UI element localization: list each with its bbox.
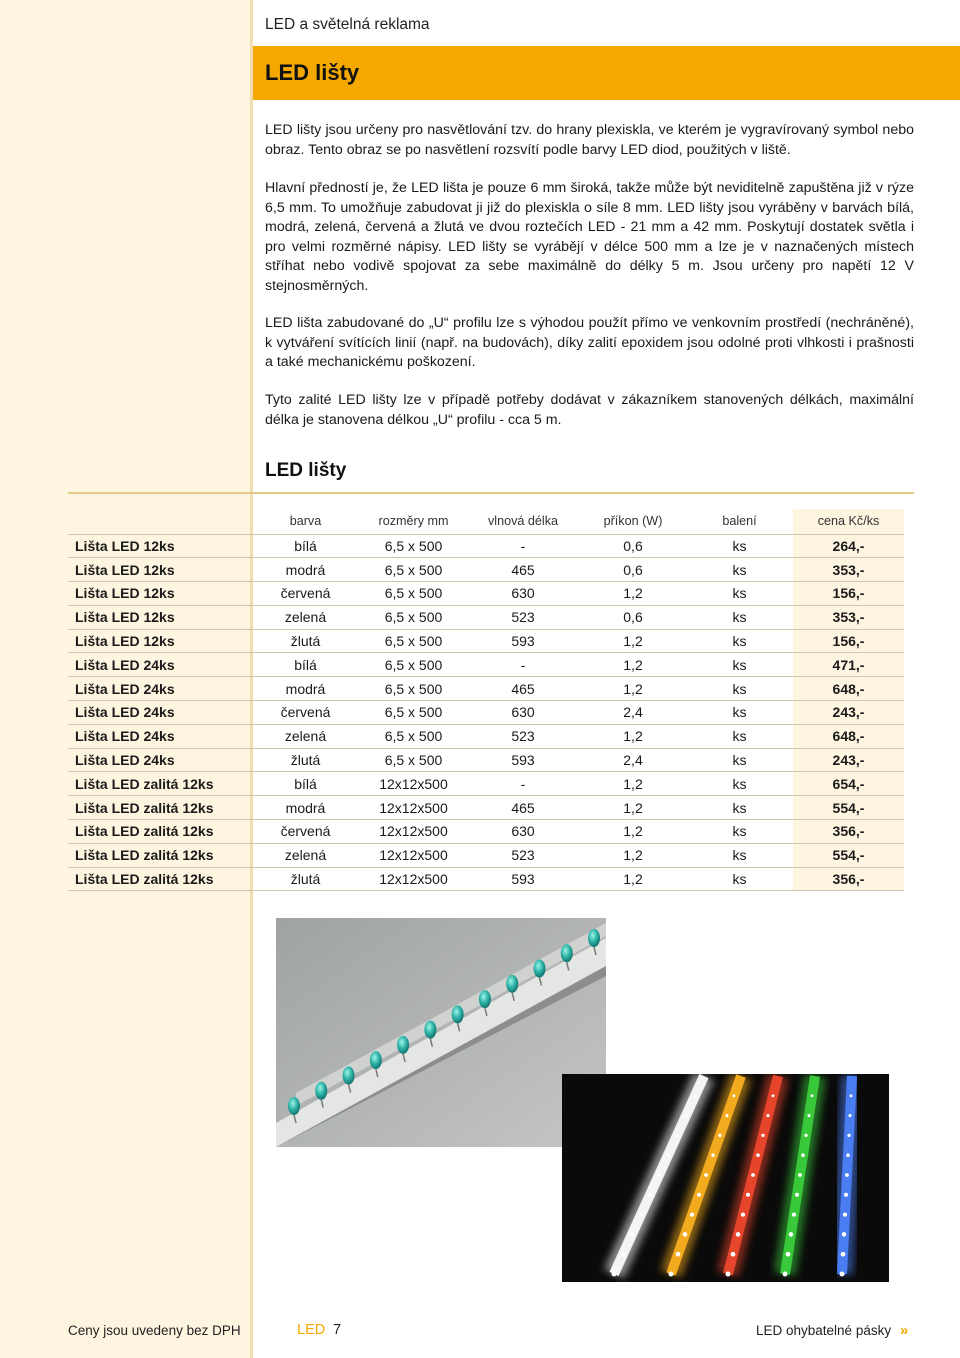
- cell-wavelength: 630: [466, 701, 580, 725]
- page-heading: LED lišty: [265, 60, 360, 85]
- cell-product-name: Lišta LED zalitá 12ks: [68, 867, 250, 891]
- cell-wavelength: 523: [466, 724, 580, 748]
- table-header-row: [68, 509, 904, 534]
- strip-led-dot: [612, 1272, 617, 1277]
- price-table-body: [68, 534, 904, 891]
- led-diode: [506, 975, 518, 993]
- cell-dimensions: 12x12x500: [361, 772, 466, 796]
- cell-dimensions: 6,5 x 500: [361, 629, 466, 653]
- cell-power: 2,4: [580, 748, 686, 772]
- strip-led-dot: [844, 1193, 848, 1197]
- cell-packaging: ks: [686, 724, 793, 748]
- cell-product-name: Lišta LED 24ks: [68, 653, 250, 677]
- cell-dimensions: 12x12x500: [361, 867, 466, 891]
- cell-color: zelená: [250, 843, 361, 867]
- cell-price: 356,-: [793, 820, 904, 844]
- cell-price: 156,-: [793, 629, 904, 653]
- strip-led-dot: [786, 1252, 791, 1257]
- cell-packaging: ks: [686, 820, 793, 844]
- cell-dimensions: 12x12x500: [361, 796, 466, 820]
- strip-led-dot: [841, 1252, 846, 1257]
- cell-color: bílá: [250, 653, 361, 677]
- strip-led-dot: [756, 1153, 760, 1157]
- cell-price: 648,-: [793, 724, 904, 748]
- cell-power: 2,4: [580, 701, 686, 725]
- footer-vat-note: Ceny jsou uvedeny bez DPH: [68, 1323, 241, 1338]
- cell-packaging: ks: [686, 677, 793, 701]
- strip-led-dot: [751, 1173, 755, 1177]
- colored-strips-photo: [562, 1074, 889, 1282]
- cell-dimensions: 6,5 x 500: [361, 724, 466, 748]
- cell-color: bílá: [250, 772, 361, 796]
- cell-wavelength: 593: [466, 629, 580, 653]
- cell-product-name: Lišta LED 24ks: [68, 748, 250, 772]
- cell-power: 1,2: [580, 772, 686, 796]
- page-number: 7: [333, 1322, 342, 1338]
- table-row: [68, 582, 904, 606]
- table-row: [68, 843, 904, 867]
- price-table: [68, 509, 904, 891]
- strip-led-dot: [675, 1134, 678, 1137]
- cell-wavelength: -: [466, 653, 580, 677]
- cell-price: 654,-: [793, 772, 904, 796]
- strip-led-dot: [690, 1212, 694, 1216]
- table-row: [68, 796, 904, 820]
- section-heading: LED lišty: [265, 460, 347, 481]
- cell-price: 353,-: [793, 605, 904, 629]
- strip-led-dot: [850, 1094, 853, 1097]
- strip-led-dot: [731, 1252, 736, 1257]
- cell-product-name: Lišta LED zalitá 12ks: [68, 772, 250, 796]
- next-section-link[interactable]: LED ohybatelné pásky: [756, 1323, 892, 1338]
- cell-dimensions: 6,5 x 500: [361, 748, 466, 772]
- led-diode: [315, 1082, 327, 1100]
- table-row: [68, 701, 904, 725]
- cell-dimensions: 6,5 x 500: [361, 582, 466, 606]
- led-strip-illustration: [276, 918, 606, 1147]
- cell-product-name: Lišta LED 12ks: [68, 605, 250, 629]
- table-row: [68, 748, 904, 772]
- table-row: [68, 772, 904, 796]
- cell-product-name: Lišta LED 24ks: [68, 724, 250, 748]
- cell-product-name: Lišta LED zalitá 12ks: [68, 820, 250, 844]
- strip-led-dot: [684, 1114, 687, 1117]
- cell-wavelength: 465: [466, 558, 580, 582]
- led-diode: [424, 1021, 436, 1039]
- cell-color: zelená: [250, 724, 361, 748]
- strip-led-dot: [798, 1173, 802, 1177]
- led-strip-photo: [276, 918, 606, 1147]
- strip-led-dot: [846, 1153, 850, 1157]
- led-diode: [561, 944, 573, 962]
- strip-led-dot: [761, 1134, 764, 1137]
- strip-led-dot: [811, 1094, 814, 1097]
- cell-power: 1,2: [580, 796, 686, 820]
- column-header-power: příkon (W): [603, 514, 663, 529]
- cell-product-name: Lišta LED 24ks: [68, 701, 250, 725]
- cell-color: červená: [250, 582, 361, 606]
- cell-packaging: ks: [686, 843, 793, 867]
- cell-wavelength: 630: [466, 820, 580, 844]
- cell-packaging: ks: [686, 534, 793, 558]
- cell-product-name: Lišta LED 24ks: [68, 677, 250, 701]
- cell-dimensions: 6,5 x 500: [361, 558, 466, 582]
- strip-led-dot: [621, 1252, 626, 1257]
- cell-price: 243,-: [793, 748, 904, 772]
- cell-packaging: ks: [686, 629, 793, 653]
- table-row: [68, 653, 904, 677]
- led-diode: [288, 1097, 300, 1115]
- heading-bar-gutter: [0, 46, 250, 100]
- led-diode: [588, 929, 600, 947]
- cell-wavelength: 465: [466, 677, 580, 701]
- cell-color: žlutá: [250, 629, 361, 653]
- strip-led-dot: [843, 1212, 847, 1216]
- cell-packaging: ks: [686, 748, 793, 772]
- cell-power: 1,2: [580, 843, 686, 867]
- column-header-wavelength: vlnová délka: [487, 514, 558, 529]
- cell-color: bílá: [250, 534, 361, 558]
- strip-led-dot: [845, 1173, 849, 1177]
- cell-power: 1,2: [580, 653, 686, 677]
- strip-led-dot: [669, 1272, 674, 1277]
- cell-wavelength: 593: [466, 867, 580, 891]
- cell-wavelength: 523: [466, 843, 580, 867]
- strip-led-dot: [666, 1153, 670, 1157]
- strip-led-dot: [746, 1193, 750, 1197]
- cell-power: 0,6: [580, 558, 686, 582]
- led-diode: [533, 960, 545, 978]
- cell-price: 648,-: [793, 677, 904, 701]
- strip-led-dot: [848, 1114, 851, 1117]
- cell-packaging: ks: [686, 796, 793, 820]
- header-title: LED a světelná reklama: [265, 16, 430, 33]
- column-header-packaging: balení: [722, 514, 757, 529]
- cell-wavelength: 593: [466, 748, 580, 772]
- cell-power: 0,6: [580, 534, 686, 558]
- strip-led-dot: [639, 1212, 643, 1216]
- strip-led-dot: [801, 1153, 805, 1157]
- cell-color: červená: [250, 820, 361, 844]
- table-row: [68, 820, 904, 844]
- cell-color: modrá: [250, 558, 361, 582]
- strip-led-dot: [725, 1114, 728, 1117]
- cell-dimensions: 6,5 x 500: [361, 701, 466, 725]
- led-diode: [479, 990, 491, 1008]
- cell-color: červená: [250, 701, 361, 725]
- section-rule: [68, 492, 914, 494]
- strip-led-dot: [766, 1114, 769, 1117]
- cell-packaging: ks: [686, 558, 793, 582]
- cell-power: 1,2: [580, 820, 686, 844]
- cell-dimensions: 12x12x500: [361, 820, 466, 844]
- double-chevron-right-icon[interactable]: »: [900, 1322, 905, 1339]
- strip-led-dot: [630, 1232, 635, 1237]
- led-diode: [343, 1066, 355, 1084]
- cell-wavelength: -: [466, 772, 580, 796]
- cell-dimensions: 6,5 x 500: [361, 653, 466, 677]
- table-row: [68, 534, 904, 558]
- table-row: [68, 558, 904, 582]
- strip-led-dot: [847, 1134, 850, 1137]
- paragraph-advantages: Hlavní předností je, že LED lišta je pouze 6 mm široká, takže může být neviditelně zapuštěna již v rýze 6,5 mm. To umožňuje zabudovat ji již do plexiskla o síle 8 mm. LED lišty jsou vyráběny v barvách bílá, modrá, zelená, červená a žlutá ve dvou roztečích LED - 21 mm a 42 mm. Poskytují dostatek světla i pro velmi rozměrné nápisy. LED lišty se vyrábějí v délce 500 mm a lze je v naznačených místech stříhat nebo vodivě spojovat za sebe maximálně do délky 5 m. Jsou určeny pro napětí 12 V stejnosměrných.: [265, 180, 914, 294]
- strip-led-dot: [842, 1232, 847, 1237]
- cell-packaging: ks: [686, 701, 793, 725]
- cell-product-name: Lišta LED 12ks: [68, 534, 250, 558]
- cell-color: modrá: [250, 796, 361, 820]
- table-row: [68, 724, 904, 748]
- cell-packaging: ks: [686, 653, 793, 677]
- table-row: [68, 867, 904, 891]
- strip-led-dot: [648, 1193, 652, 1197]
- paragraph-custom-length: Tyto zalité LED lišty lze v případě potřeby dodávat v zákazníkem stanovených délkách, maximální délka je stanovena délkou „U“ profilu - cca 5 m.: [265, 392, 914, 428]
- cell-wavelength: 465: [466, 796, 580, 820]
- cell-packaging: ks: [686, 867, 793, 891]
- strip-led-dot: [711, 1153, 715, 1157]
- cell-color: žlutá: [250, 748, 361, 772]
- cell-price: 554,-: [793, 843, 904, 867]
- strip-led-dot: [795, 1193, 799, 1197]
- colored-strips-illustration: [562, 1074, 889, 1282]
- cell-packaging: ks: [686, 582, 793, 606]
- cell-packaging: ks: [686, 605, 793, 629]
- led-diode: [452, 1005, 464, 1023]
- cell-power: 1,2: [580, 724, 686, 748]
- cell-power: 0,6: [580, 605, 686, 629]
- column-header-price: cena Kč/ks: [793, 509, 904, 534]
- cell-power: 1,2: [580, 582, 686, 606]
- column-header-dimensions: rozměry mm: [378, 514, 449, 529]
- strip-led-dot: [733, 1094, 736, 1097]
- paragraph-intro: LED lišty jsou určeny pro nasvětlování tzv. do hrany plexiskla, ve kterém je vygravírovaný symbol nebo obraz. Tento obraz se po nasvětlení rozsvítí podle barvy LED diod, použitých v liště.: [265, 122, 914, 158]
- led-diode: [370, 1051, 382, 1069]
- cell-price: 356,-: [793, 867, 904, 891]
- strip-led-dot: [704, 1173, 708, 1177]
- strip-led-dot: [840, 1272, 845, 1277]
- strip-led-dot: [792, 1212, 796, 1216]
- strip-led-dot: [657, 1173, 661, 1177]
- strip-led-dot: [772, 1094, 775, 1097]
- cell-power: 1,2: [580, 867, 686, 891]
- cell-color: zelená: [250, 605, 361, 629]
- cell-dimensions: 6,5 x 500: [361, 605, 466, 629]
- strip-led-dot: [807, 1114, 810, 1117]
- paragraph-u-profile: LED lišta zabudované do „U“ profilu lze s výhodou použít přímo ve venkovním prostředí (nechráněné), k vytváření svítících linií (např. na budovách), díky zalití epoxidem jsou odolné proti vlhkosti i prašnosti a také mechanickému poškození.: [265, 315, 914, 371]
- cell-price: 554,-: [793, 796, 904, 820]
- strip-led-dot: [741, 1212, 745, 1216]
- table-row: [68, 677, 904, 701]
- cell-price: 264,-: [793, 534, 904, 558]
- cell-product-name: Lišta LED zalitá 12ks: [68, 843, 250, 867]
- cell-product-name: Lišta LED 12ks: [68, 629, 250, 653]
- cell-color: žlutá: [250, 867, 361, 891]
- strip-led-dot: [789, 1232, 794, 1237]
- cell-power: 1,2: [580, 677, 686, 701]
- cell-power: 1,2: [580, 629, 686, 653]
- strip-led-dot: [683, 1232, 688, 1237]
- led-diode: [397, 1036, 409, 1054]
- cell-wavelength: 523: [466, 605, 580, 629]
- cell-price: 471,-: [793, 653, 904, 677]
- strip-led-dot: [718, 1134, 721, 1137]
- strip-led-dot: [697, 1193, 701, 1197]
- cell-price: 353,-: [793, 558, 904, 582]
- cell-wavelength: 630: [466, 582, 580, 606]
- strip-led-dot: [736, 1232, 741, 1237]
- cell-dimensions: 12x12x500: [361, 843, 466, 867]
- cell-dimensions: 6,5 x 500: [361, 677, 466, 701]
- cell-price: 156,-: [793, 582, 904, 606]
- strip-led-dot: [676, 1252, 681, 1257]
- column-header-name: [68, 509, 250, 534]
- cell-dimensions: 6,5 x 500: [361, 534, 466, 558]
- cell-product-name: Lišta LED 12ks: [68, 582, 250, 606]
- column-header-color: barva: [289, 514, 322, 529]
- strip-led-dot: [804, 1134, 807, 1137]
- table-row: [68, 629, 904, 653]
- strip-led-dot: [783, 1272, 788, 1277]
- strip-led-dot: [726, 1272, 731, 1277]
- footer-led-label: LED: [297, 1322, 326, 1338]
- table-row: [68, 605, 904, 629]
- cell-packaging: ks: [686, 772, 793, 796]
- cell-product-name: Lišta LED 12ks: [68, 558, 250, 582]
- cell-wavelength: -: [466, 534, 580, 558]
- cell-product-name: Lišta LED zalitá 12ks: [68, 796, 250, 820]
- cell-price: 243,-: [793, 701, 904, 725]
- strip-led-dot: [694, 1094, 697, 1097]
- cell-color: modrá: [250, 677, 361, 701]
